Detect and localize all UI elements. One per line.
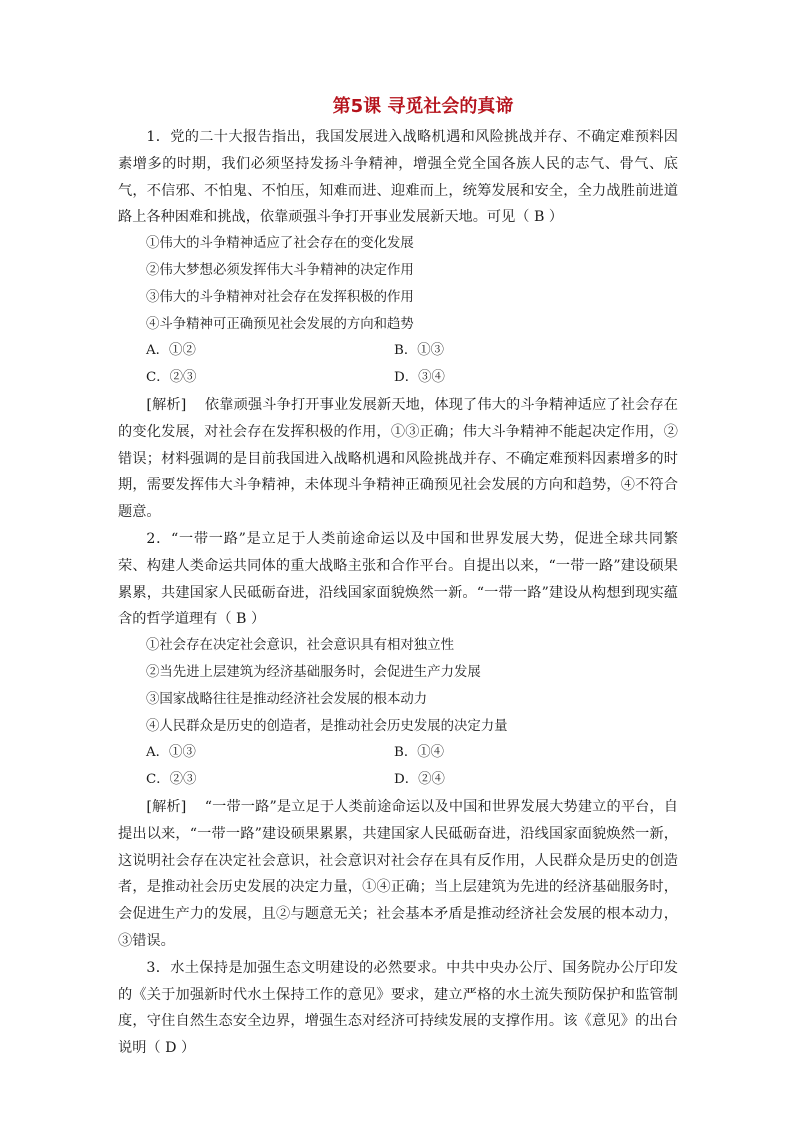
- question-1-option-3: ③伟大的斗争精神对社会存在发挥积极的作用: [146, 289, 414, 305]
- question-1-option-1: ①伟大的斗争精神适应了社会存在的变化发展: [146, 236, 414, 252]
- page-title: 第5课 寻觅社会的真谛: [332, 96, 514, 117]
- question-1-stem: 1．党的二十大报告指出，我国发展进入战略机遇和风险挑战并存、不确定难预料因素增多的时期，我们必须坚持发扬斗争精神，增强全党全国各族人民的志气、骨气、底气，不信邪、不怕鬼、不怕压，知难而进、迎难而上，统筹发展和安全，全力战胜前进道路上各种困难和挑战，依靠顽强斗争打开事业发展新天地。可见（ B ）: [118, 129, 678, 226]
- document-page: [118, 92, 678, 1062]
- question-2-option-1: ①社会存在决定社会意识，社会意识具有相对独立性: [146, 638, 454, 654]
- question-2-choice-b: B．①④: [394, 745, 445, 761]
- question-3-stem: 3．水土保持是加强生态文明建设的必然要求。中共中央办公厅、国务院办公厅印发的《关于加强新时代水土保持工作的意见》要求，建立严格的水土流失预防保护和监管制度，守住自然生态安全边界，增强生态对经济可持续发展的支撑作用。该《意见》的出台说明（ D ）: [118, 959, 678, 1057]
- question-2-choices-row-2: [118, 767, 678, 794]
- analysis-tag: [解析]: [146, 396, 187, 413]
- question-1-choice-d: D．③④: [394, 370, 445, 386]
- question-1-choice-a: A．①②: [146, 343, 196, 359]
- analysis-tag: [解析]: [146, 798, 187, 815]
- question-1-analysis: [118, 392, 678, 526]
- question-1-choices-row-2: [118, 365, 678, 392]
- analysis-text: “一带一路”是立足于人类前途命运以及中国和世界发展大势建立的平台，自提出以来，“一带一路”建设硕果累累，共建国家人民砥砺奋进，沿线国家面貌焕然一新，这说明社会存在决定社会意识，社会意识对社会存在具有反作用，人民群众是历史的创造者，是推动社会历史发展的决定力量，①④正确；当上层建筑为先进的经济基础服务时，会促进生产力的发展，且②与题意无关；社会基本矛盾是推动经济社会发展的根本动力，③错误。: [118, 798, 678, 949]
- question-2-choice-c: C．②③: [146, 772, 197, 788]
- analysis-text: 依靠顽强斗争打开事业发展新天地，体现了伟大的斗争精神适应了社会存在的变化发展，对社会存在发挥积极的作用，①③正确；伟大斗争精神不能起决定作用，②错误；材料强调的是目前我国进入战略机遇和风险挑战并存、不确定难预料因素增多的时期，需要发挥伟大斗争精神，未体现斗争精神正确预见社会发展的方向和趋势，④不符合题意。: [118, 396, 678, 521]
- question-2-analysis: [118, 794, 678, 955]
- question-2-stem: 2．“一带一路”是立足于人类前途命运以及中国和世界发展大势，促进全球共同繁荣、构建人类命运共同体的重大战略主张和合作平台。自提出以来，“一带一路”建设硕果累累，共建国家人民砥砺奋进，沿线国家面貌焕然一新。“一带一路”建设从构想到现实蕴含的哲学道理有（ B ）: [118, 530, 678, 628]
- question-1-choice-c: C．②③: [146, 370, 197, 386]
- question-1-choices-row-1: [118, 338, 678, 365]
- question-1-option-4: ④斗争精神可正确预见社会发展的方向和趋势: [146, 316, 414, 332]
- question-2-option-3: ③国家战略往往是推动经济社会发展的根本动力: [146, 691, 428, 707]
- question-1-choice-b: B．①③: [394, 343, 445, 359]
- question-2-choices-row-1: [118, 740, 678, 767]
- question-2-option-4: ④人民群众是历史的创造者，是推动社会历史发展的决定力量: [146, 718, 508, 734]
- question-2-choice-d: D．②④: [394, 772, 445, 788]
- question-2-choice-a: A．①③: [146, 745, 196, 761]
- question-2-option-2: ②当先进上层建筑为经济基础服务时，会促进生产力发展: [146, 664, 481, 680]
- question-1-option-2: ②伟大梦想必须发挥伟大斗争精神的决定作用: [146, 262, 414, 278]
